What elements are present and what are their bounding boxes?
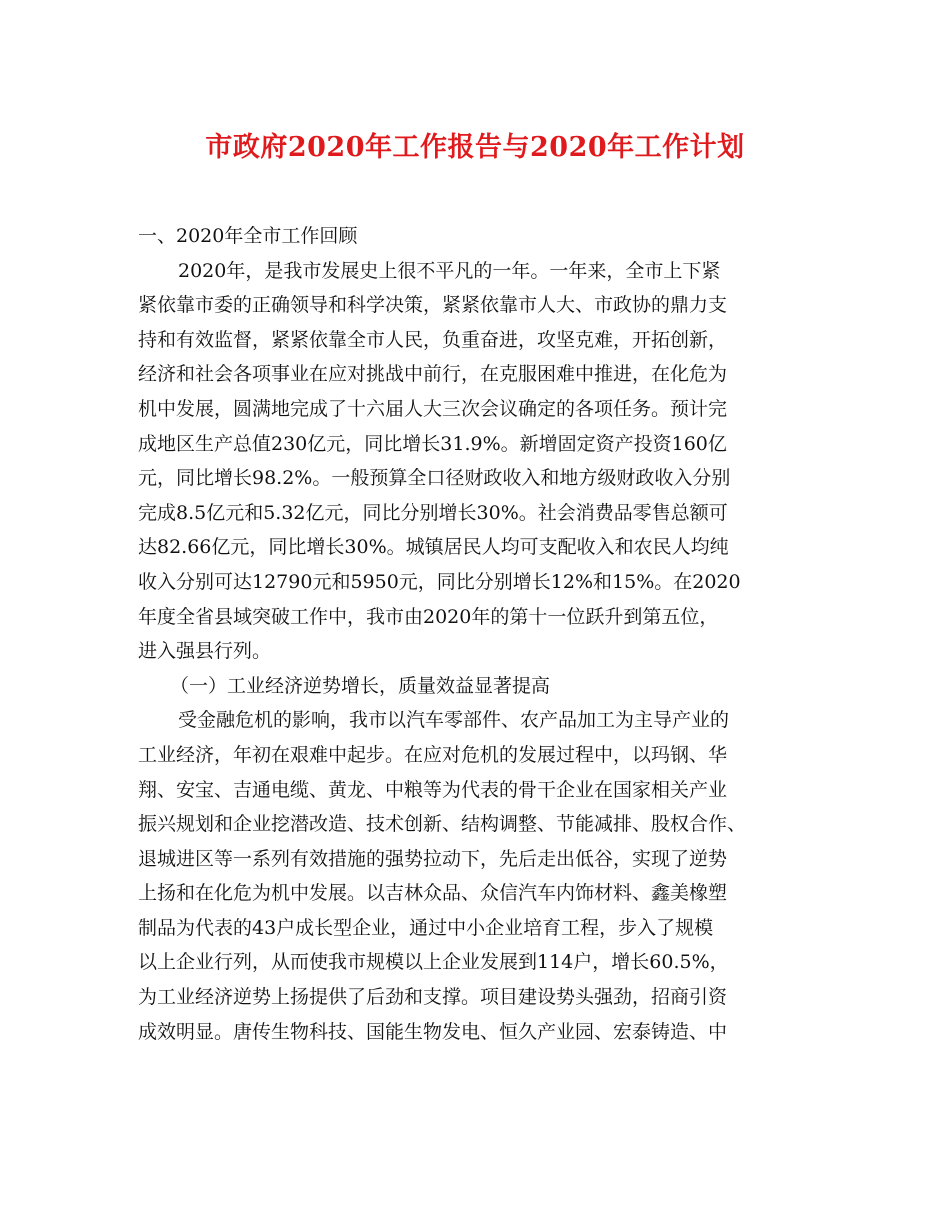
paragraph-industrial-economy (138, 703, 828, 1049)
paragraph-line: 受金融危机的影响，我市以汽车零部件、农产品加工为主导产业的 (178, 709, 730, 732)
paragraph-line: 为工业经济逆势上扬提供了后劲和支撑。项目建设势头强劲，招商引资 (138, 986, 728, 1009)
paragraph-line: 翔、安宝、吉通电缆、黄龙、中粮等为代表的骨干企业在国家相关产业 (138, 778, 728, 801)
paragraph-line: 退城进区等一系列有效措施的强势拉动下，先后走出低谷，实现了逆势 (138, 847, 728, 870)
paragraph-line: 持和有效监督，紧紧依靠全市人民，负重奋进，攻坚克难，开拓创新， (138, 328, 728, 351)
paragraph-line: 成效明显。唐传生物科技、国能生物发电、恒久产业园、宏泰铸造、中 (138, 1020, 728, 1043)
subsection-heading: （一）工业经济逆势增长，质量效益显著提高 (170, 674, 551, 697)
paragraph-line: 以上企业行列，从而使我市规模以上企业发展到114户，增长60.5%， (138, 951, 729, 974)
document-title: 市政府2020年工作报告与2020年工作计划 (205, 132, 745, 163)
paragraph-line: 上扬和在化危为机中发展。以吉林众品、众信汽车内饰材料、鑫美橡塑 (138, 882, 728, 905)
paragraph-line: 经济和社会各项事业在应对挑战中前行，在克服困难中推进，在化危为 (138, 363, 728, 386)
paragraph-line: 振兴规划和企业挖潜改造、技术创新、结构调整、节能减排、股权合作、 (138, 813, 747, 836)
paragraph-review-summary (138, 254, 828, 669)
paragraph-line: 进入强县行列。 (138, 640, 272, 663)
paragraph-line: 完成8.5亿元和5.32亿元，同比分别增长30%。社会消费品零售总额可 (138, 501, 728, 524)
section-heading: 一、2020年全市工作回顾 (138, 225, 358, 247)
paragraph-line: 元，同比增长98.2%。一般预算全口径财政收入和地方级财政收入分别 (138, 467, 731, 490)
paragraph-line: 年度全省县域突破工作中，我市由2020年的第十一位跃升到第五位， (138, 605, 719, 628)
paragraph-line: 成地区生产总值230亿元，同比增长31.9%。新增固定资产投资160亿 (138, 432, 727, 455)
paragraph-line: 机中发展，圆满地完成了十六届人大三次会议确定的各项任务。预计完 (138, 397, 728, 420)
paragraph-line: 2020年，是我市发展史上很不平凡的一年。一年来，全市上下紧 (178, 259, 721, 282)
document-body (138, 219, 828, 1049)
paragraph-line: 达82.66亿元，同比增长30%。城镇居民人均可支配收入和农民人均纯 (138, 536, 729, 559)
paragraph-line: 收入分别可达12790元和5950元，同比分别增长12%和15%。在2020 (138, 570, 741, 593)
paragraph-line: 制品为代表的43户成长型企业，通过中小企业培育工程，步入了规模 (138, 916, 714, 939)
paragraph-line: 紧依靠市委的正确领导和科学决策，紧紧依靠市人大、市政协的鼎力支 (138, 294, 728, 317)
paragraph-line: 工业经济，年初在艰难中起步。在应对危机的发展过程中，以玛钢、华 (138, 743, 728, 766)
